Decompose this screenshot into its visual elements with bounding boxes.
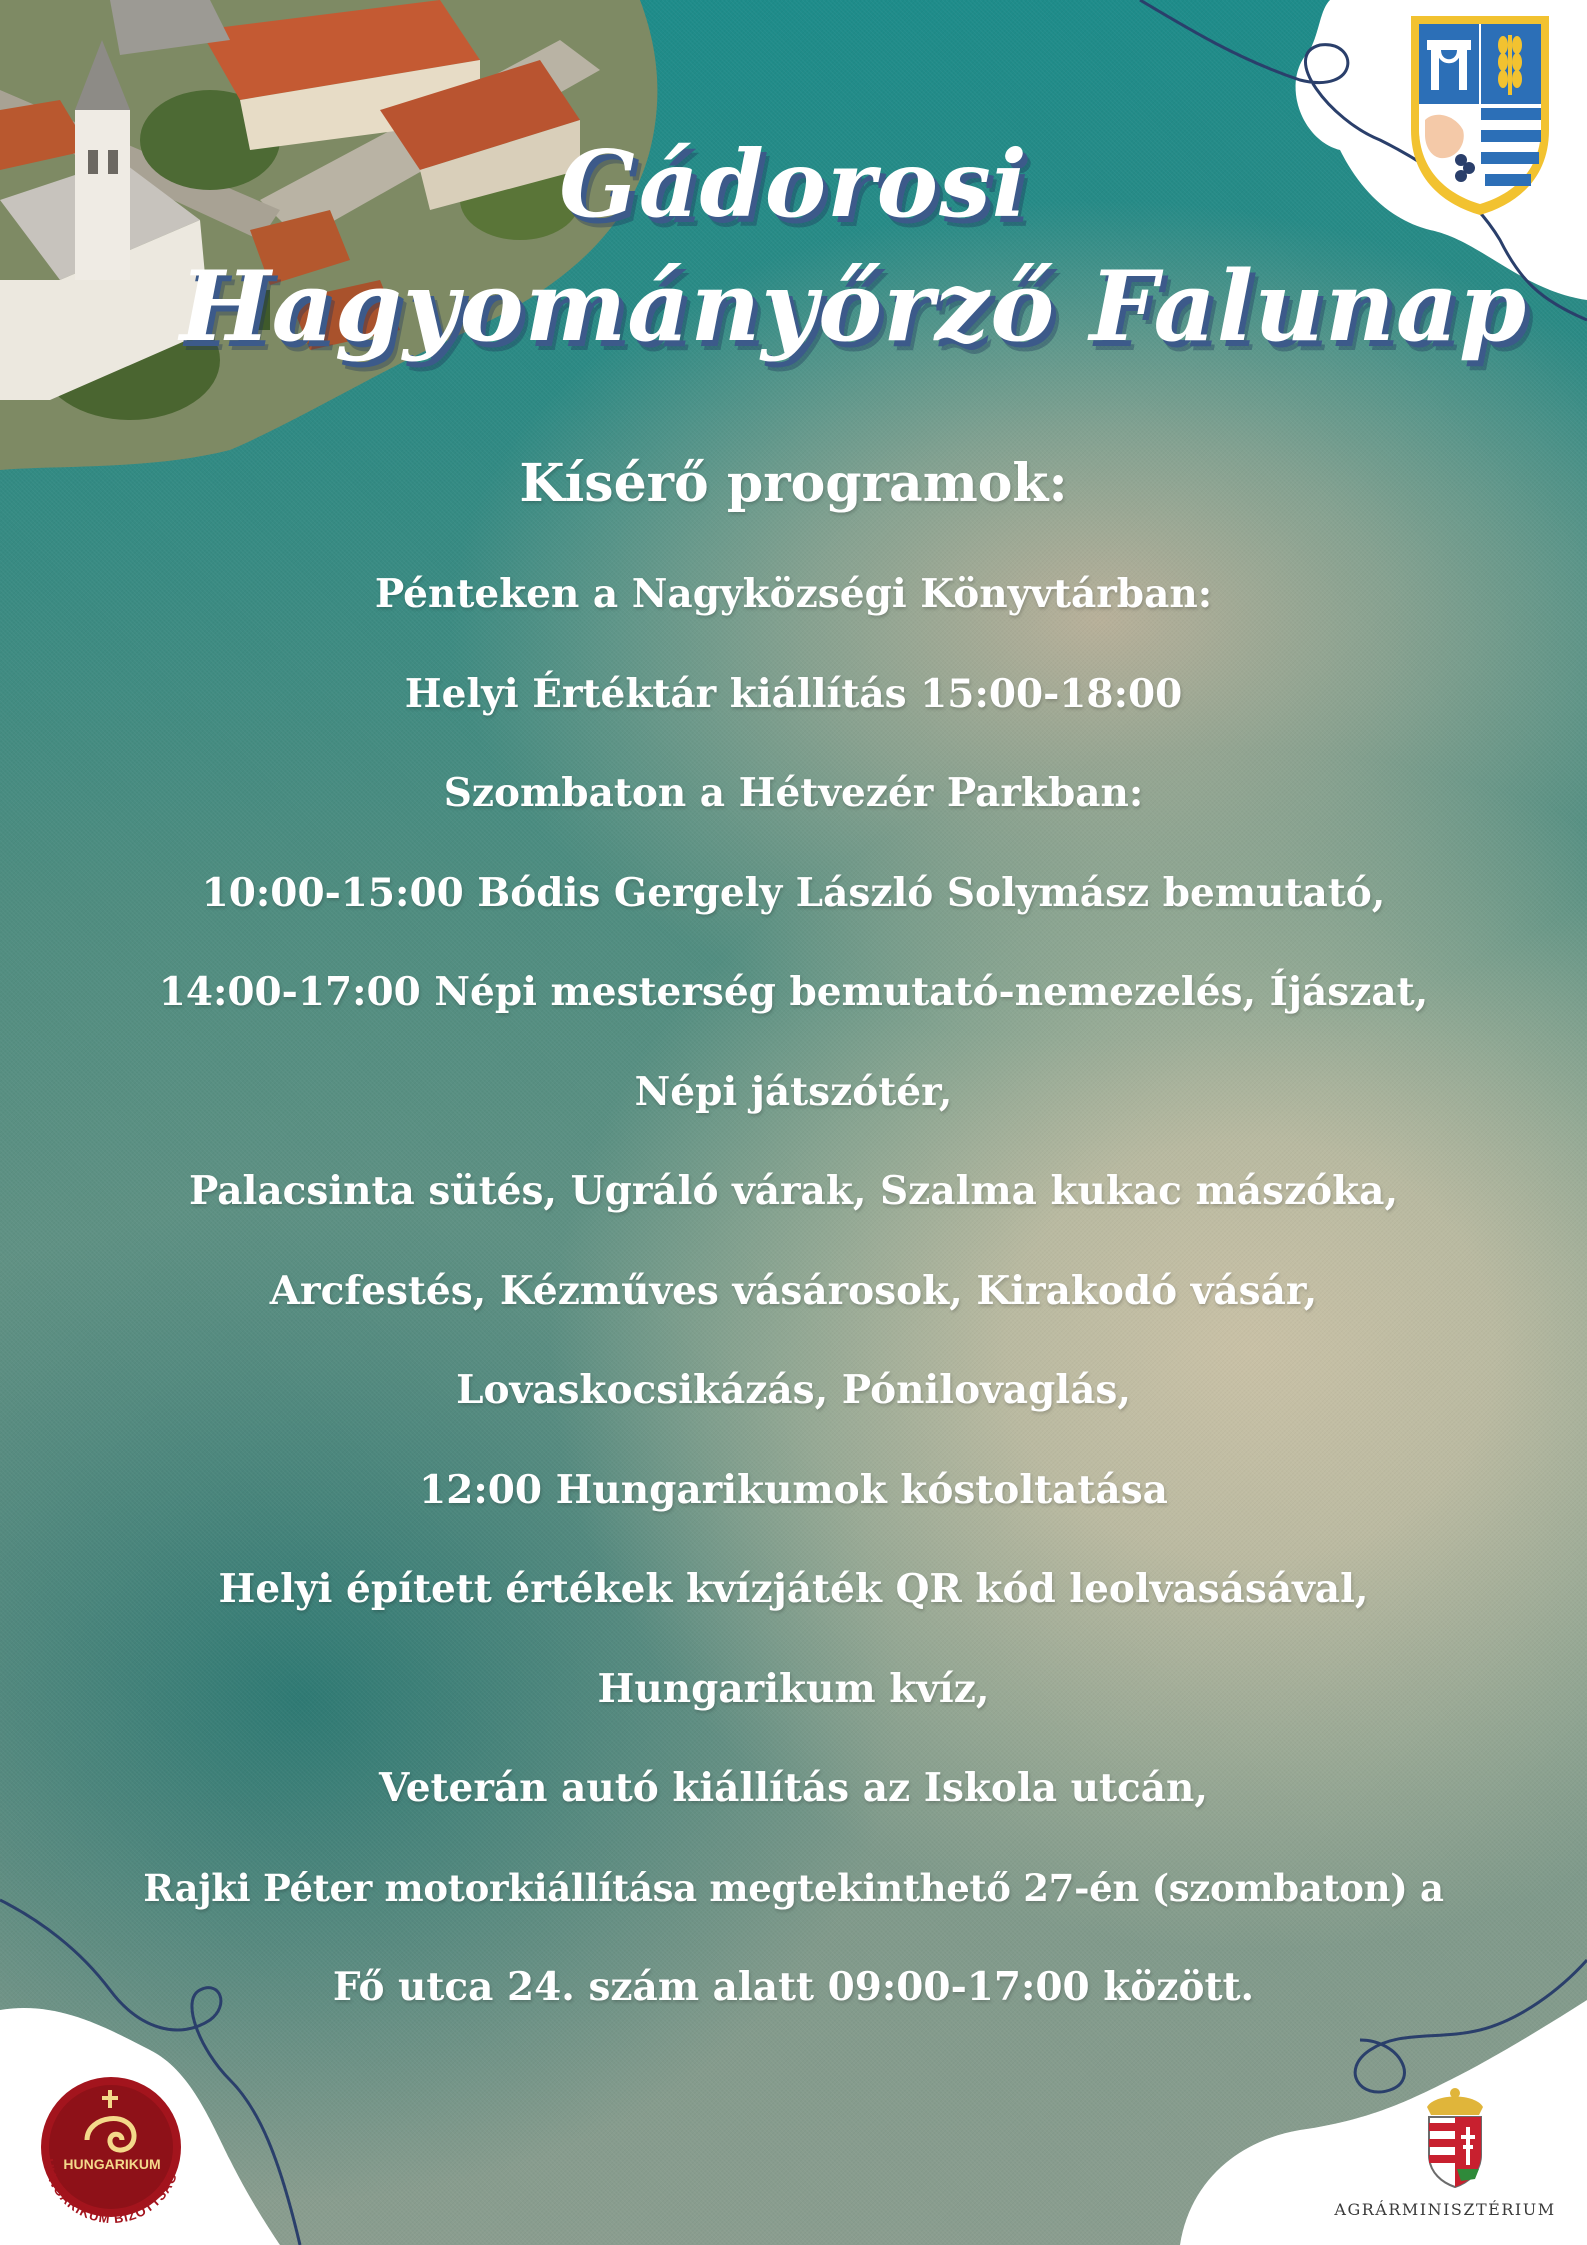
program-list (40, 545, 1547, 2038)
program-line: Palacsinta sütés, Ugráló várak, Szalma kukac mászóka, (188, 1168, 1399, 1214)
program-line: Népi játszótér, (634, 1068, 953, 1115)
hungarikum-label: HUNGARIKUM (63, 2156, 161, 2172)
program-line: Hungarikum kvíz, (597, 1665, 990, 1712)
program-line: Szombaton a Hétvezér Parkban: (443, 770, 1144, 816)
program-line: Pénteken a Nagyközségi Könyvtárban: (374, 571, 1213, 617)
programs-heading: Kísérő programok: (519, 453, 1068, 514)
program-line: 14:00-17:00 Népi mesterség bemutató-nemezelés, Íjászat, (158, 969, 1429, 1015)
program-line: Arcfestés, Kézműves vásárosok, Kirakodó vásár, (269, 1267, 1318, 1314)
hungarikum-logo-icon (22, 2060, 202, 2240)
program-line: Rajki Péter motorkiállítása megtekinthető 27-én (szombaton) a (143, 1865, 1444, 1910)
program-line: Helyi épített értékek kvízjáték QR kód leolvasásával, (218, 1566, 1369, 1612)
program-line: 12:00 Hungarikumok kóstoltatása (419, 1466, 1168, 1513)
program-line: Lovaskocsikázás, Pónilovaglás, (456, 1367, 1131, 1413)
program-line: Helyi Értéktár kiállítás 15:00-18:00 (404, 670, 1183, 717)
ministry-label: AGRÁRMINISZTÉRIUM (1334, 2200, 1556, 2219)
hungarian-crest-icon (1405, 2085, 1505, 2195)
program-line: 10:00-15:00 Bódis Gergely László Solymász bemutató, (201, 869, 1386, 916)
svg-text:HUNGARIKUM BIZOTTSÁG: HUNGARIKUM BIZOTTSÁG (40, 2157, 181, 2227)
program-line: Veterán autó kiállítás az Iskola utcán, (379, 1765, 1208, 1811)
title-line-2: Hagyományőrző Falunap (179, 250, 1528, 363)
title-line-1: Gádorosi (559, 130, 1028, 238)
program-line: Fő utca 24. szám alatt 09:00-17:00 között. (332, 1964, 1255, 2010)
